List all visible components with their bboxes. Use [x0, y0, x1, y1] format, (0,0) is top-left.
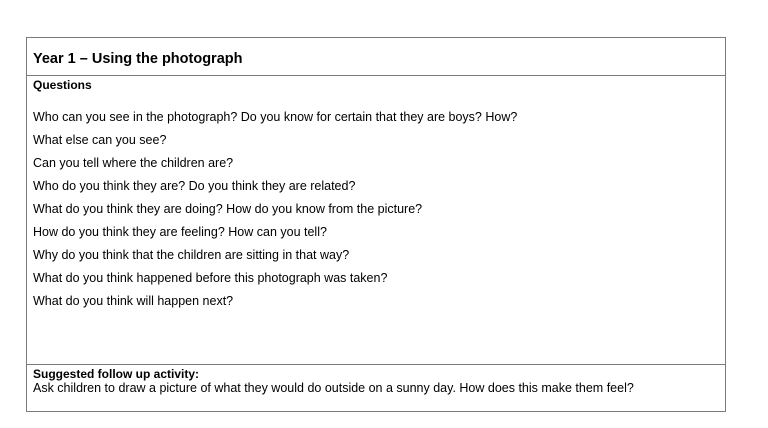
question-item: Who do you think they are? Do you think they are related?	[33, 179, 356, 193]
title-row	[27, 38, 725, 76]
question-item: Can you tell where the children are?	[33, 156, 234, 170]
worksheet-title: Year 1 – Using the photograph	[33, 51, 243, 67]
question-item: Who can you see in the photograph? Do you know for certain that they are boys? How?	[33, 110, 518, 124]
activity-text: Ask children to draw a picture of what they would do outside on a sunny day. How does this make them feel?	[33, 381, 634, 395]
question-item: What do you think they are doing? How do you know from the picture?	[33, 202, 423, 216]
question-item: How do you think they are feeling? How can you tell?	[33, 225, 327, 239]
question-item: What do you think will happen next?	[33, 294, 234, 308]
question-list	[33, 106, 725, 313]
questions-section	[27, 76, 725, 365]
questions-heading: Questions	[33, 78, 92, 92]
follow-up-activity-section	[27, 365, 725, 411]
question-item: What else can you see?	[33, 133, 167, 147]
question-item: What do you think happened before this photograph was taken?	[33, 271, 388, 285]
question-item: Why do you think that the children are sitting in that way?	[33, 248, 350, 262]
worksheet-table	[26, 37, 726, 412]
activity-heading: Suggested follow up activity:	[33, 367, 200, 381]
